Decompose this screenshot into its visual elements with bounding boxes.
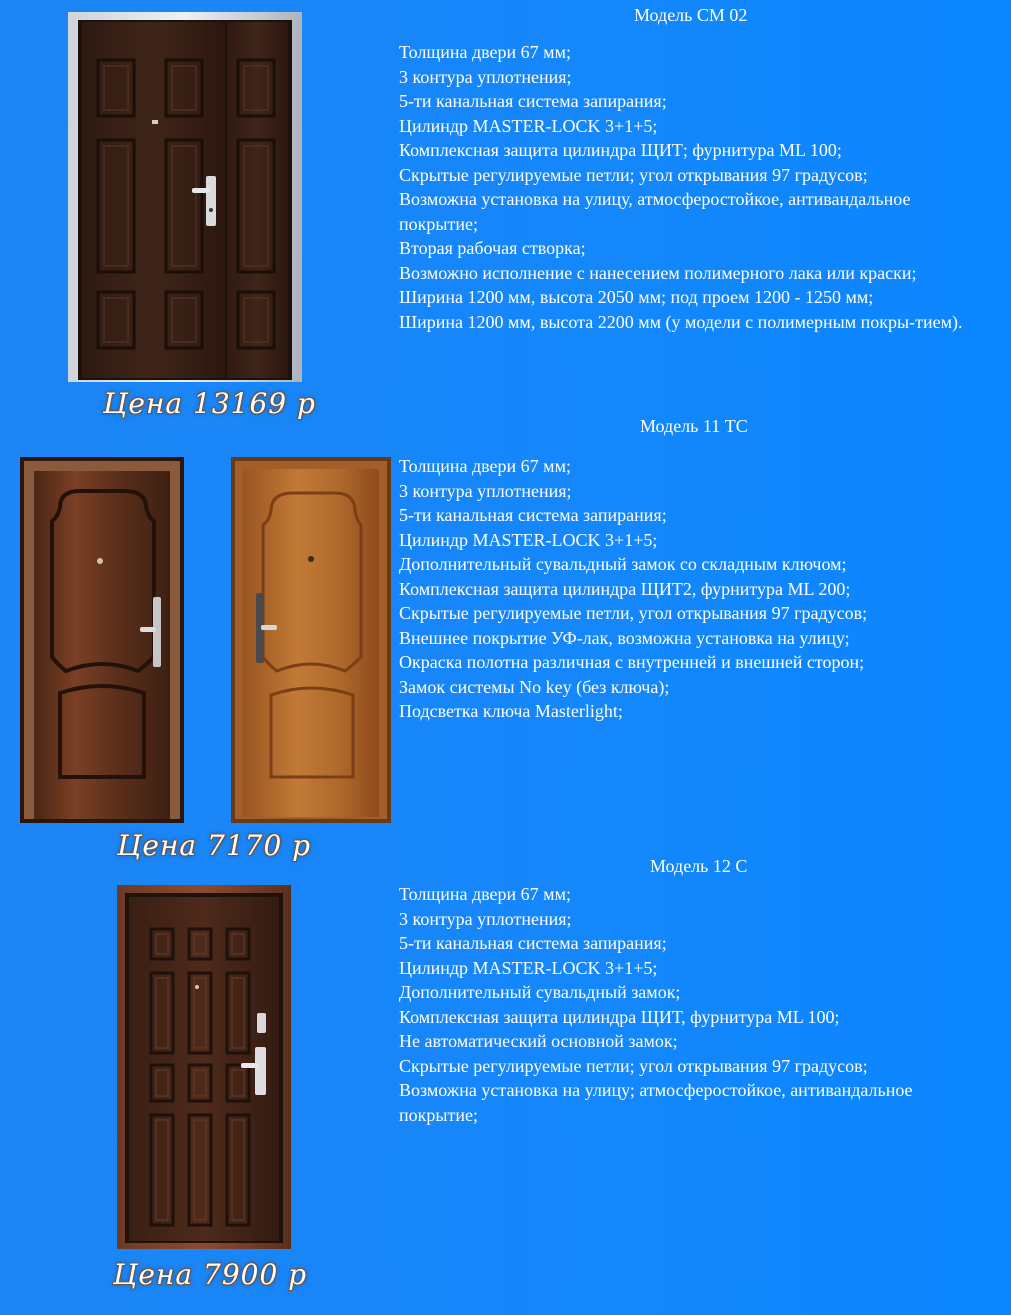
spec-item: Возможна установка на улицу; атмосферостойкое, антивандальное покрытие; (399, 1080, 913, 1125)
spec-item: Окраска полотна различная с внутренней и внешней сторон; (399, 652, 865, 672)
spec-item: 3 контура уплотнения; (399, 480, 572, 501)
spec-item: 3 контура уплотнения; (399, 908, 572, 929)
spec-item: Дополнительный сувальдный замок со складным ключом; (399, 554, 847, 574)
model-title: Модель СМ 02 (634, 5, 748, 25)
spec-item: Толщина двери 67 мм; (399, 456, 571, 476)
model-title: Модель 11 ТС (640, 416, 748, 436)
price-label: Цена 7900 р (113, 1258, 308, 1291)
spec-item: Цилиндр MASTER-LOCK 3+1+5; (399, 529, 658, 550)
spec-item: Цилиндр MASTER-LOCK 3+1+5; (399, 115, 658, 136)
spec-item: Комплексная защита цилиндра ЩИТ, фурнитура ML 100; (399, 1006, 840, 1027)
door-12c-image (117, 885, 291, 1249)
spec-item: 5-ти канальная система запирания; (399, 91, 667, 111)
spec-item: Подсветка ключа Masterlight; (399, 701, 623, 721)
door-11tc-dark-image (20, 457, 184, 823)
spec-item: Внешнее покрытие УФ-лак, возможна установка на улицу; (399, 627, 850, 648)
spec-item: Скрытые регулируемые петли; угол открывания 97 градусов; (399, 164, 868, 185)
model-title: Модель 12 С (650, 856, 748, 876)
spec-item: 5-ти канальная система запирания; (399, 505, 667, 525)
door-cm02-image (68, 12, 302, 382)
spec-item: Возможно исполнение с нанесением полимерного лака или краски; (399, 262, 917, 283)
spec-item: Комплексная защита цилиндра ЩИТ; фурнитура ML 100; (399, 140, 842, 160)
spec-item: Комплексная защита цилиндра ЩИТ2, фурнитура ML 200; (399, 578, 851, 599)
spec-item: Толщина двери 67 мм; (399, 884, 571, 904)
spec-item: Скрытые регулируемые петли, угол открывания 97 градусов; (399, 603, 868, 623)
spec-list (399, 882, 991, 1127)
spec-item: Замок системы No key (без ключа); (399, 676, 670, 697)
spec-item: Не автоматический основной замок; (399, 1031, 678, 1051)
spec-item: Вторая рабочая створка; (399, 238, 586, 258)
spec-item: Ширина 1200 мм, высота 2050 мм; под проем 1200 - 1250 мм; (399, 287, 874, 307)
spec-item: Дополнительный сувальдный замок; (399, 982, 681, 1002)
spec-item: Цилиндр MASTER-LOCK 3+1+5; (399, 957, 658, 978)
spec-item: Ширина 1200 мм, высота 2200 мм (у модели с полимерным покры-тием). (399, 311, 963, 332)
door-11tc-oak-image (231, 457, 391, 823)
price-label: Цена 7170 р (117, 829, 312, 862)
spec-item: Скрытые регулируемые петли; угол открывания 97 градусов; (399, 1055, 868, 1076)
spec-item: Толщина двери 67 мм; (399, 42, 571, 62)
spec-item: 3 контура уплотнения; (399, 66, 572, 87)
spec-item: Возможна установка на улицу, атмосферостойкое, антивандальное покрытие; (399, 189, 911, 234)
spec-list (399, 40, 991, 334)
price-label: Цена 13169 р (103, 387, 316, 420)
spec-item: 5-ти канальная система запирания; (399, 933, 667, 953)
spec-list (399, 454, 991, 724)
